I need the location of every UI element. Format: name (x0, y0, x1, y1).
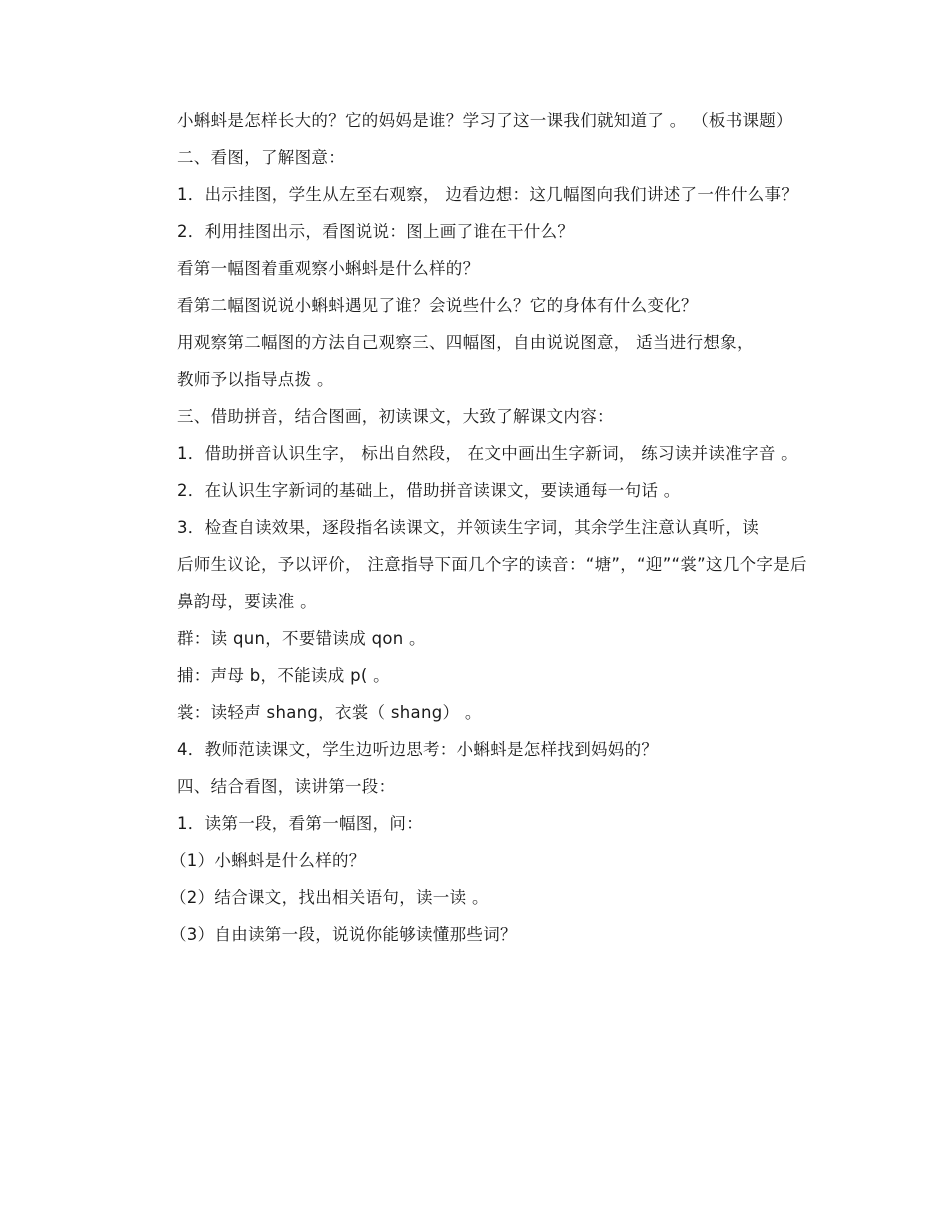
paragraph: 3．检查自读效果，逐段指名读课文，并领读生字词，其余学生注意认真听，读 (177, 518, 759, 537)
pronunciation-note: 群：读 qun，不要错读成 qon 。 (177, 629, 426, 648)
question-item: （3）自由读第一段，说说你能够读懂那些词？ (170, 925, 517, 944)
section-heading-3: 三、借助拼音，结合图画，初读课文，大致了解课文内容： (177, 407, 614, 426)
paragraph: 用观察第二幅图的方法自己观察三、四幅图，自由说说图意， 适当进行想象， (177, 333, 754, 352)
paragraph: 2．利用挂图出示，看图说说：图上画了谁在干什么？ (177, 222, 575, 241)
paragraph: 1．出示挂图，学生从左至右观察， 边看边想：这几幅图向我们讲述了一件什么事？ (177, 185, 799, 204)
paragraph: 看第一幅图着重观察小蝌蚪是什么样的？ (177, 259, 480, 278)
paragraph: 鼻韵母，要读准 。 (177, 592, 317, 611)
paragraph: 1．借助拼音认识生字， 标出自然段， 在文中画出生字新词， 练习读并读准字音 。 (177, 444, 798, 463)
paragraph-intro: 小蝌蚪是怎样长大的？它的妈妈是谁？学习了这一课我们就知道了 。 （板书课题） (177, 111, 793, 130)
paragraph: 教师予以指导点拨 。 (177, 370, 334, 389)
pronunciation-note: 裳：读轻声 shang，衣裳（ shang） 。 (177, 703, 482, 722)
paragraph: 2．在认识生字新词的基础上，借助拼音读课文，要读通每一句话 。 (177, 481, 681, 500)
question-item: （1）小蝌蚪是什么样的？ (170, 851, 366, 870)
document-body (140, 110, 810, 961)
paragraph: 看第二幅图说说小蝌蚪遇见了谁？会说些什么？它的身体有什么变化？ (177, 296, 698, 315)
section-heading-4: 四、结合看图，读讲第一段： (177, 777, 396, 796)
section-heading-2: 二、看图，了解图意： (177, 148, 345, 167)
paragraph: 4．教师范读课文，学生边听边思考：小蝌蚪是怎样找到妈妈的？ (177, 740, 659, 759)
question-item: （2）结合课文，找出相关语句，读一读 。 (170, 888, 489, 907)
paragraph: 1．读第一段，看第一幅图，问： (177, 814, 423, 833)
pronunciation-note: 捕：声母 b，不能读成 p( 。 (177, 666, 390, 685)
paragraph: 后师生议论，予以评价， 注意指导下面几个字的读音：“塘”，“迎”“裳”这几个字是后 (177, 555, 807, 574)
